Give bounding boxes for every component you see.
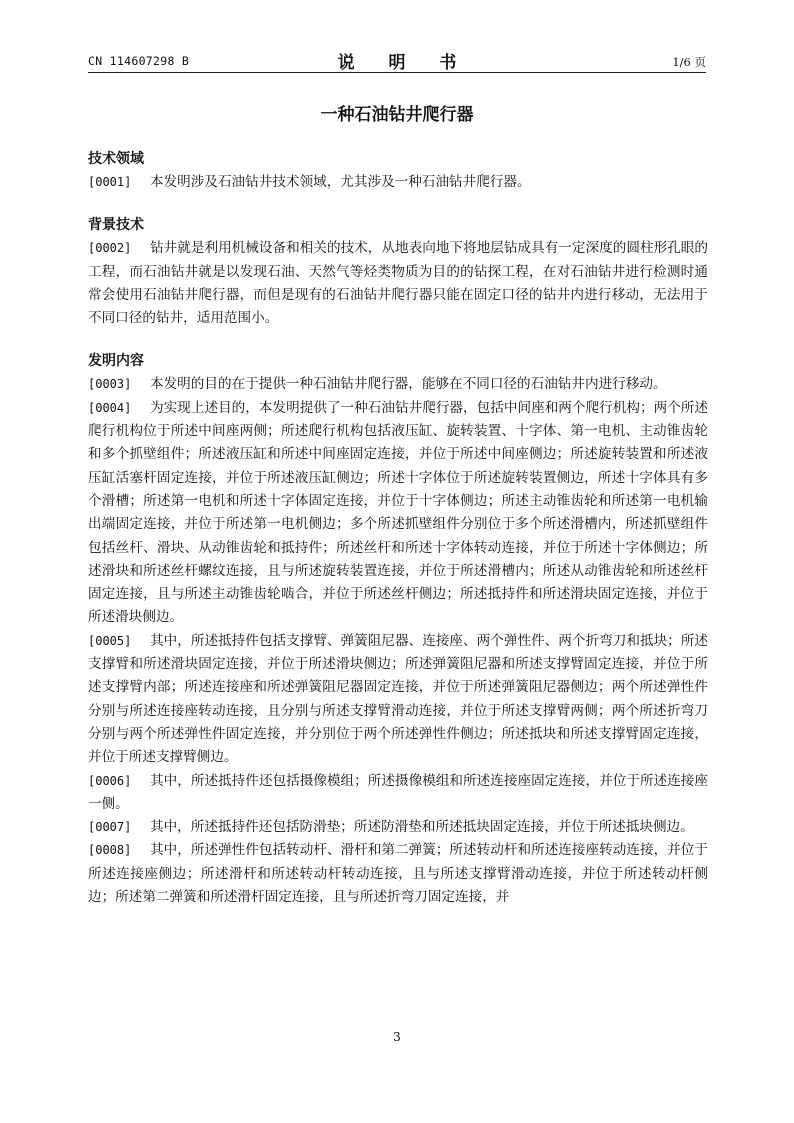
paragraph-number: [0002] [88, 241, 132, 256]
paragraph-text: 为实现上述目的，本发明提供了一种石油钻井爬行器，包括中间座和两个爬行机构；两个所述爬行机构位于所述中间座两侧；所述爬行机构包括液压缸、旋转装置、十字体、第一电机、主动锥齿轮和多个抓壁组件；所述液压缸和所述中间座固定连接，并位于所述中间座侧边；所述旋转装置和所述液压缸活塞杆固定连接，并位于所述液压缸侧边；所述十字体位于所述旋转装置侧边，所述十字体具有多个滑槽；所述第一电机和所述十字体固定连接，并位于十字体侧边；所述主动锥齿轮和所述第一电机输出端固定连接，并位于所述第一电机侧边；多个所述抓壁组件分别位于多个所述滑槽内，所述抓壁组件包括丝杆、滑块、从动锥齿轮和抵持件；所述丝杆和所述十字体转动连接，并位于所述十字体侧边；所述滑块和所述丝杆螺纹连接，且与所述旋转装置连接，并位于所述滑槽内；所述从动锥齿轮和所述丝杆固定连接，且与所述主动锥齿轮啮合，并位于所述丝杆侧边；所述抵持件和所述滑块固定连接，并位于所述滑块侧边。 [88, 399, 708, 626]
paragraph [88, 397, 708, 630]
section-heading: 背景技术 [88, 217, 144, 234]
paragraph [88, 839, 708, 909]
paragraph-number: [0004] [88, 400, 132, 415]
paragraph-number: [0001] [88, 175, 132, 189]
page-header [88, 48, 706, 72]
paragraph-text: 钻井就是利用机械设备和相关的技术，从地表向地下将地层钻成具有一定深度的圆柱形孔眼的工程，而石油钻井就是以发现石油、天然气等烃类物质为目的的钻探工程，在对石油钻井进行检测时通常会使用石油钻井爬行器，而但是现有的石油钻井爬行器只能在固定口径的钻井内进行移动，无法用于不同口径的钻井，适用范围小。 [88, 240, 708, 327]
header-divider [88, 72, 706, 73]
paragraph [88, 237, 708, 330]
page-number: 3 [393, 1030, 401, 1044]
paragraph-number: [0005] [88, 633, 132, 648]
paragraph-number: [0007] [88, 820, 132, 835]
paragraph-text: 本发明涉及石油钻井技术领域，尤其涉及一种石油钻井爬行器。 [150, 174, 531, 190]
paragraph [88, 630, 708, 770]
paragraph-number: [0006] [88, 773, 132, 788]
document-title: 一种石油钻井爬行器 [320, 105, 474, 125]
paragraph [88, 373, 708, 396]
document-body [88, 148, 708, 909]
paragraph-text: 其中，所述抵持件还包括防滑垫；所述防滑垫和所述抵块固定连接，并位于所述抵块侧边。 [150, 819, 694, 836]
section-heading: 技术领域 [88, 151, 144, 167]
paragraph-text: 其中，所述弹性件包括转动杆、滑杆和第二弹簧；所述转动杆和所述连接座转动连接，并位于所述连接座侧边；所述滑杆和所述转动杆转动连接，且与所述支撑臂滑动连接，并位于所述转动杆侧边；所述第二弹簧和所述滑杆固定连接，且与所述折弯刀固定连接，并 [88, 842, 708, 906]
patent-number: CN 114607298 B [88, 54, 190, 68]
paragraph-text: 本发明的目的在于提供一种石油钻井爬行器，能够在不同口径的石油钻井内进行移动。 [150, 376, 667, 393]
document-type: 说 明 书 [337, 53, 471, 73]
paragraph-number: [0008] [88, 843, 132, 858]
paragraph-number: [0003] [88, 377, 132, 392]
section-heading: 发明内容 [88, 353, 144, 370]
paragraph [88, 816, 708, 839]
paragraph-text: 其中，所述抵持件包括支撑臂、弹簧阻尼器、连接座、两个弹性件、两个折弯刀和抵块；所述支撑臂和所述滑块固定连接，并位于所述滑块侧边；所述弹簧阻尼器和所述支撑臂固定连接，并位于所述支撑臂内部；所述连接座和所述弹簧阻尼器固定连接，并位于所述弹簧阻尼器侧边；两个所述弹性件分别与所述连接座转动连接，且分别与所述支撑臂滑动连接，并位于所述支撑臂两侧；两个所述折弯刀分别与两个所述弹性件固定连接，并分别位于两个所述弹性件侧边；所述抵块和所述支撑臂固定连接，并位于所述支撑臂侧边。 [88, 632, 708, 766]
paragraph-text: 其中，所述抵持件还包括摄像模组；所述摄像模组和所述连接座固定连接，并位于所述连接座一侧。 [88, 772, 708, 812]
paragraph [88, 770, 708, 817]
page-info: 1/6 页 [672, 55, 706, 69]
paragraph [88, 171, 708, 194]
